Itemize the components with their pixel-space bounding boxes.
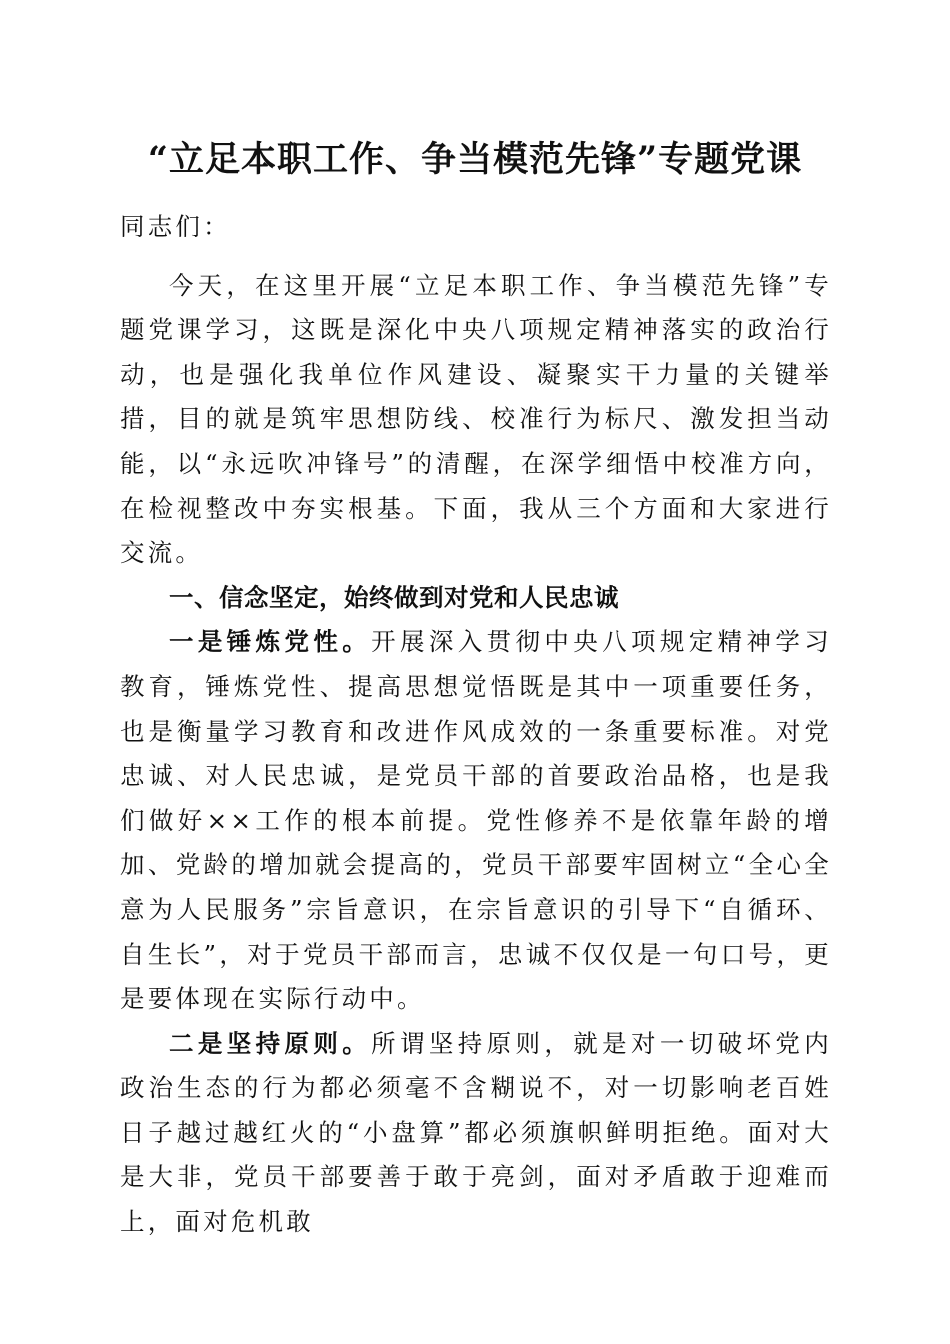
point-1-text: 开展深入贯彻中央八项规定精神学习教育，锤炼党性、提高思想觉悟既是其中一项重要任务，也是衡量学习教育和改进作风成效的一条重要标准。对党忠诚、对人民忠诚，是党员干部的首要政治品格，也是我们做好××工作的根本前提。党性修养不是依靠年龄的增加、党龄的增加就会提高的，党员干部要牢固树立“全心全意为人民服务”宗旨意识，在宗旨意识的引导下“自循环、自生长”，对于党员干部而言，忠诚不仅仅是一句口号，更是要体现在实际行动中。 <box>120 627 832 1014</box>
intro-paragraph: 今天，在这里开展“立足本职工作、争当模范先锋”专题党课学习，这既是深化中央八项规定精神落实的政治行动，也是强化我单位作风建设、凝聚实干力量的关键举措，目的就是筑牢思想防线、校准行为标尺、激发担当动能，以“永远吹冲锋号”的清醒，在深学细悟中校准方向，在检视整改中夯实根基。下面，我从三个方面和大家进行交流。 <box>120 270 832 568</box>
point-1-paragraph <box>120 620 832 1021</box>
document-body <box>120 205 832 1245</box>
salutation: 同志们： <box>120 212 231 241</box>
point-1-lead: 一是锤炼党性。 <box>169 627 372 657</box>
point-2-text: 所谓坚持原则，就是对一切破坏党内政治生态的行为都必须毫不含糊说不，对一切影响老百姓日子越过越红火的“小盘算”都必须旗帜鲜明拒绝。面对大是大非，党员干部要善于敢于亮剑，面对矛盾敢于迎难而上，面对危机敢 <box>120 1028 832 1237</box>
point-2-lead: 二是坚持原则。 <box>169 1028 372 1058</box>
section-heading-1: 一、信念坚定，始终做到对党和人民忠诚 <box>169 582 619 612</box>
document-title: “立足本职工作、争当模范先锋”专题党课 <box>147 139 803 180</box>
point-2-paragraph <box>120 1022 832 1245</box>
